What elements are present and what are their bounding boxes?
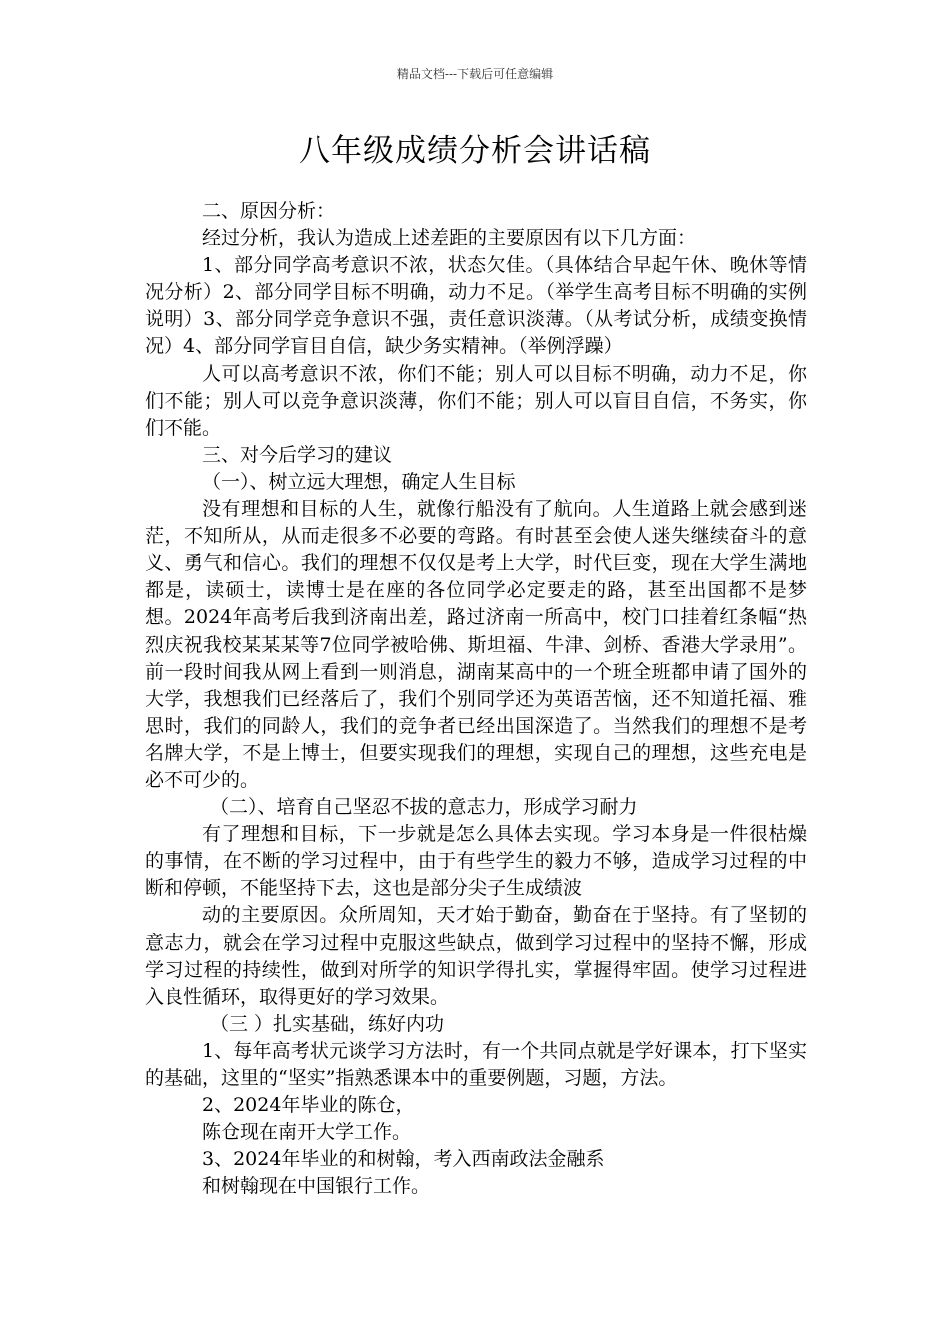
document-body xyxy=(145,198,807,1200)
paragraph-willpower-continued: 动的主要原因。众所周知，天才始于勤奋，勤奋在于坚持。有了坚韧的意志力，就会在学习过程中克服这些缺点，做到学习过程中的坚持不懈，形成学习过程的持续性，做到对所学的知识学得扎实，掌握得牢固。使学习过程进入良性循环，取得更好的学习效果。 xyxy=(145,904,807,1008)
subheading-foundation: （三 ）扎实基础，练好内功 xyxy=(210,1012,445,1035)
paragraph-foundation-point-3-detail: 和树翰现在中国银行工作。 xyxy=(202,1175,431,1198)
paragraph-foundation-point-3: 3、2024年毕业的和树翰，考入西南政法金融系 xyxy=(202,1148,605,1171)
paragraph-analysis-intro: 经过分析，我认为造成上述差距的主要原因有以下几方面： xyxy=(202,227,697,250)
paragraph-cause-list: 1、部分同学高考意识不浓，状态欠佳。（具体结合早起午休、晚休等情况分析）2、部分同学目标不明确，动力不足。（举学生高考目标不明确的实例说明）3、部分同学竞争意识不强，责任意识淡薄。（从考试分析，成绩变换情况）4、部分同学盲目自信，缺少务实精神。（举例浮躁） xyxy=(145,254,807,358)
paragraph-foundation-point-2-detail: 陈仓现在南开大学工作。 xyxy=(202,1121,412,1144)
paragraph-you-cannot: 人可以高考意识不浓，你们不能；别人可以目标不明确，动力不足，你们不能；别人可以竞争意识淡薄，你们不能；别人可以盲目自信，不务实，你们不能。 xyxy=(145,362,807,439)
subheading-willpower: （二）、培育自己坚忍不拔的意志力，形成学习耐力 xyxy=(210,796,638,819)
paragraph-foundation-point-2: 2、2024年毕业的陈仓， xyxy=(202,1094,415,1117)
section-heading-cause-analysis: 二、原因分析： xyxy=(202,200,336,222)
paragraph-foundation-point-1: 1、每年高考状元谈学习方法时，有一个共同点就是学好课本，打下坚实的基础，这里的“坚实”指熟悉课本中的重要例题，习题，方法。 xyxy=(145,1039,807,1089)
paragraph-willpower: 有了理想和目标，下一步就是怎么具体去实现。学习本身是一件很枯燥的事情，在不断的学习过程中，由于有些学生的毅力不够，造成学习过程的中断和停顿，不能坚持下去，这也是部分尖子生成绩波 xyxy=(145,823,807,900)
document-title: 八年级成绩分析会讲话稿 xyxy=(299,133,651,169)
paragraph-ideals: 没有理想和目标的人生，就像行船没有了航向。人生道路上就会感到迷茫，不知所从，从而走很多不必要的弯路。有时甚至会使人迷失继续奋斗的意义、勇气和信心。我们的理想不仅仅是考上大学，时代巨变，现在大学生满地都是，读硕士，读博士是在座的各位同学必定要走的路，甚至出国都不是梦想。2024年高考后我到济南出差，路过济南一所高中，校门口挂着红条幅“热烈庆祝我校某某某等7位同学被哈佛、斯坦福、牛津、剑桥、香港大学录用”。前一段时间我从网上看到一则消息，湖南某高中的一个班全班都申请了国外的大学，我想我们已经落后了，我们个别同学还为英语苦恼，还不知道托福、雅思时，我们的同龄人，我们的竞争者已经出国深造了。当然我们的理想不是考名牌大学，不是上博士，但要实现我们的理想，实现自己的理想，这些充电是必不可少的。 xyxy=(145,498,807,791)
subheading-ideals: （一）、树立远大理想，确定人生目标 xyxy=(202,470,516,493)
section-heading-suggestions: 三、对今后学习的建议 xyxy=(202,443,393,466)
page-header-note: 精品文档---下载后可任意编辑 xyxy=(396,67,554,81)
